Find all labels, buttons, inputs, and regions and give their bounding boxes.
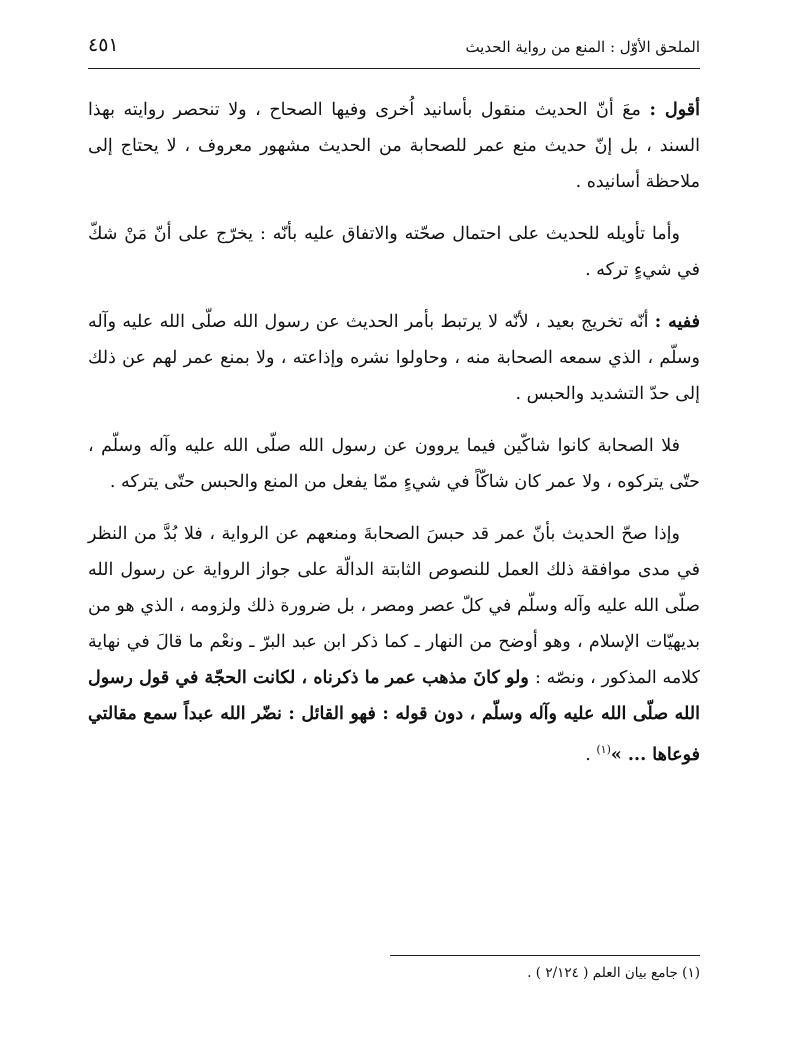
footnote-rule [390,955,700,956]
footnote-reference[interactable]: (١) [596,743,611,756]
paragraph-1-text: معَ أنّ الحديث منقول بأسانيد اُخرى وفيها الصحاح ، ولا تنحصر روايته بهذا السند ، بل إنّ حديث منع عمر للصحابة من الحديث مشهور معروف ، لا يحتاج إلى ملاحظة أسانيده . [88,100,700,192]
running-title: الملحق الأوّل : المنع من رواية الحديث [465,38,700,56]
paragraph-1 [88,92,700,200]
paragraph-4-text: فلا الصحابة كانوا شاكّين فيما يروون عن رسول الله صلّى الله عليه وآله وسلّم ، حتّى يتركوه ، ولا عمر كان شاكّاً في شيءٍ ممّا يفعل من المنع والحبس حتّى يتركه . [88,436,700,492]
paragraph-5-quote: ولو كانَ مذهب عمر ما ذكرناه ، لكانت الحجّة في قول رسول الله صلّى الله عليه وآله وسلّم ، دون قوله : فهو القائل : نضّر الله عبداً سمع مقالتي فوعاها ... » [88,668,700,765]
paragraph-2-text: وأما تأويله للحديث على احتمال صحّته والاتفاق عليه بأنّه : يخرّج على أنّ مَنْ شكّ في شيءٍ تركه . [88,224,700,280]
paragraph-3-lead: ففيه : [654,312,700,332]
footnote: (١) جامع بيان العلم ( ٢/١٢٤ ) . [527,965,700,981]
header-rule [88,68,700,69]
paragraph-3-text: أنّه تخريج بعيد ، لأنّه لا يرتبط بأمر الحديث عن رسول الله صلّى الله عليه وآله وسلّم ، الذي سمعه الصحابة منه ، وحاولوا نشره وإذاعته ، ولا بمنع عمر لهم عن ذلك إلى حدّ التشديد والحبس . [88,312,700,404]
paragraph-5-tail: . [585,744,597,765]
paragraph-1-lead: أقول : [649,100,700,120]
body-text [88,92,700,789]
paragraph-4 [88,428,700,500]
paragraph-2 [88,216,700,288]
paragraph-3 [88,304,700,412]
paragraph-5 [88,516,700,773]
paragraph-5-text: وإذا صحّ الحديث بأنّ عمر قد حبسَ الصحابةَ ومنعهم عن الرواية ، فلا بُدَّ من النظر في مدى موافقة ذلك العمل للنصوص الثابتة الدالّة على جواز الرواية عن رسول الله صلّى الله عليه وآله وسلّم في كلّ عصر ومصر ، بل ضرورة ذلك ولزومه ، الذي هو من بديهيّات الإسلام ، وهو أوضح من النهار ـ كما ذكر ابن عبد البرّ ـ ونعْم ما قالَ في نهاية كلامه المذكور ، ونصّه : [88,524,700,688]
page-number: ٤٥١ [88,34,119,56]
page-header [88,30,700,64]
page [88,30,700,981]
